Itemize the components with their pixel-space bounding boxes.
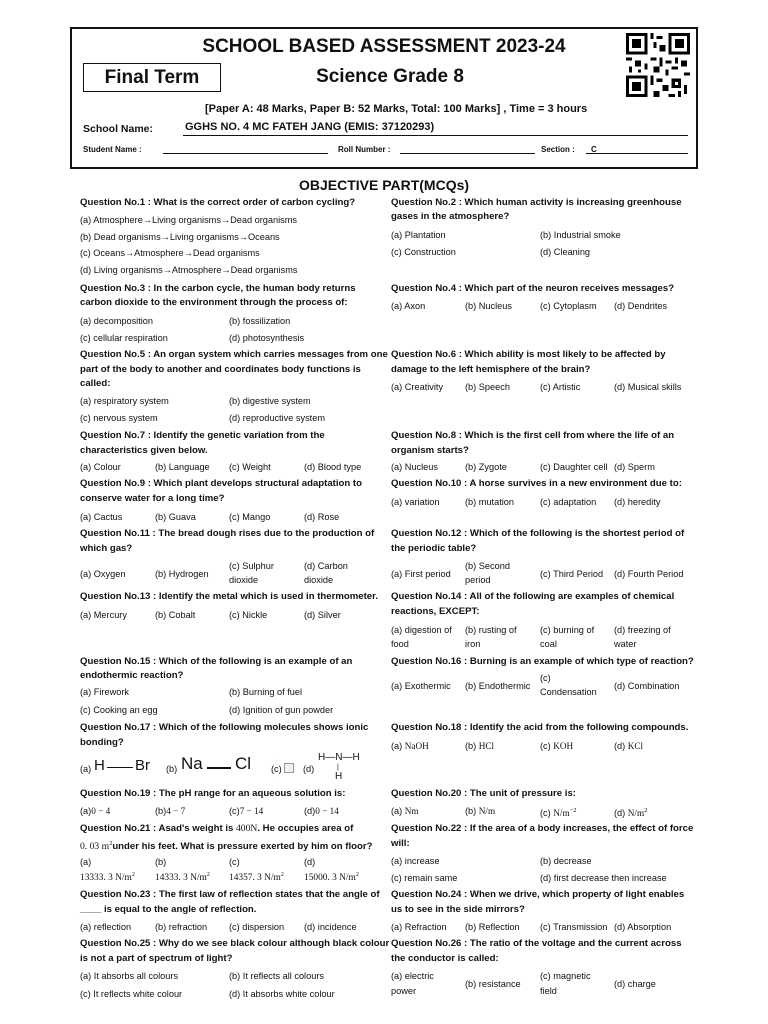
q9-option-c[interactable]: (c) Mango: [229, 512, 271, 522]
question-5-line-1: Question No.5 : An organ system which carries messages from one: [80, 349, 388, 360]
q20-c-exponent: −2: [569, 807, 577, 814]
q11-option-d-line-2[interactable]: dioxide: [304, 575, 334, 585]
q1-option-b[interactable]: (b) Dead organisms→Living organisms→Oceans: [80, 232, 280, 242]
q23-option-d[interactable]: (d) incidence: [304, 922, 357, 932]
q4-option-b[interactable]: (b) Nucleus: [465, 301, 512, 311]
q20-option-c[interactable]: [540, 805, 577, 819]
question-14-line-2: reactions, EXCEPT:: [391, 606, 480, 617]
q21-c-number: 14357. 3 N/m: [229, 873, 281, 884]
question-2-line-1: Question No.2 : Which human activity is increasing greenhouse: [391, 197, 682, 208]
q6-option-c[interactable]: (c) Artistic: [540, 382, 581, 392]
q3-option-c[interactable]: (c) cellular respiration: [80, 333, 168, 343]
q13-option-d[interactable]: (d) Silver: [304, 610, 341, 620]
question-10: Question No.10 : A horse survives in a new environment due to:: [391, 478, 682, 489]
q17-option-a-h: H: [94, 757, 105, 774]
question-17-line-1: Question No.17 : Which of the following molecules shows ionic: [80, 722, 369, 733]
q20-c-value: N/m: [553, 808, 570, 819]
question-23-line-1: Question No.23 : The first law of reflection states that the angle of: [80, 889, 380, 900]
question-5-line-2: part of the body to another and coordinates body functions is: [80, 364, 361, 375]
q26-option-b[interactable]: (b) resistance: [465, 979, 521, 989]
q25-option-d[interactable]: (d) It absorbs white colour: [229, 989, 335, 999]
question-22-line-1: Question No.22 : If the area of a body increases, the effect of force: [391, 823, 694, 834]
q14-option-c-line-1[interactable]: (c) burning of: [540, 625, 595, 635]
q10-option-d[interactable]: (d) heredity: [614, 497, 661, 507]
roll-number-field[interactable]: [400, 153, 535, 154]
q26-option-a-line-1[interactable]: (a) electric: [391, 971, 434, 981]
q17-option-d-bar: |: [337, 764, 339, 771]
paper-info: [Paper A: 48 Marks, Paper B: 52 Marks, Total: 100 Marks] , Time = 3 hours: [205, 103, 588, 115]
q12-option-a[interactable]: (a) First period: [391, 569, 451, 579]
q8-option-d[interactable]: (d) Sperm: [614, 462, 655, 472]
question-19: Question No.19 : The pH range for an aqueous solution is:: [80, 788, 346, 799]
question-7-line-1: Question No.7 : Identify the genetic variation from the: [80, 430, 325, 441]
question-5-line-3: called:: [80, 378, 111, 389]
question-15-line-1: Question No.15 : Which of the following is an example of an: [80, 656, 353, 667]
q6-option-b[interactable]: (b) Speech: [465, 382, 510, 392]
q21-c-exponent: 2: [280, 872, 284, 878]
q17-option-a-label[interactable]: (a): [80, 764, 92, 774]
question-9-line-1: Question No.9 : Which plant develops structural adaptation to: [80, 478, 362, 489]
q21-option-c-value: [229, 869, 284, 884]
q2-option-a[interactable]: (a) Plantation: [391, 230, 446, 240]
q26-option-c-line-2[interactable]: field: [540, 986, 557, 996]
q21-text-mid: . He occupies area of: [257, 823, 354, 834]
question-23-line-2: ____ is equal to the angle of reflection.: [80, 904, 257, 915]
q12-option-c[interactable]: (c) Third Period: [540, 569, 604, 579]
q21-weight: 400N: [236, 823, 258, 834]
q18-b-label: (b): [465, 741, 477, 751]
q11-option-c-line-1[interactable]: (c) Sulphur: [229, 561, 274, 571]
q21-a-exponent: 2: [131, 872, 135, 878]
q9-option-d[interactable]: (d) Rose: [304, 512, 340, 522]
roll-number-label: Roll Number :: [338, 145, 391, 154]
q5-option-a[interactable]: (a) respiratory system: [80, 396, 169, 406]
q23-option-b[interactable]: (b) refraction: [155, 922, 208, 932]
q26-option-a-line-2[interactable]: power: [391, 986, 417, 996]
q18-option-c[interactable]: [540, 740, 573, 752]
q15-option-b[interactable]: (b) Burning of fuel: [229, 687, 303, 697]
q1-option-a[interactable]: (a) Atmosphere→Living organisms→Dead organisms: [80, 215, 298, 225]
q20-option-d[interactable]: [614, 805, 647, 819]
q17-option-b-cl: Cl: [235, 754, 252, 773]
q7-option-c[interactable]: (c) Weight: [229, 462, 271, 472]
qr-code-icon: [626, 33, 690, 97]
q24-option-c[interactable]: (c) Transmission: [540, 922, 608, 932]
q22-option-a[interactable]: (a) increase: [391, 856, 440, 866]
term-box: Final Term: [83, 63, 221, 92]
question-8-line-2: organism starts?: [391, 445, 469, 456]
q20-b-label: (b): [465, 806, 477, 816]
q1-option-d[interactable]: (d) Living organisms→Atmosphere→Dead organisms: [80, 265, 298, 275]
q19-c-label: (c): [229, 806, 240, 816]
assessment-title: SCHOOL BASED ASSESSMENT 2023-24: [202, 36, 566, 57]
q8-option-c[interactable]: (c) Daughter cell: [540, 462, 608, 472]
q19-a-label: (a): [80, 806, 92, 816]
q18-a-label: (a): [391, 741, 403, 751]
section-field[interactable]: [586, 153, 688, 154]
q20-option-a[interactable]: [391, 805, 419, 817]
q20-a-label: (a): [391, 806, 403, 816]
q22-option-d[interactable]: (d) first decrease then increase: [540, 873, 667, 883]
question-12-line-2: the periodic table?: [391, 543, 477, 554]
question-2-line-2: gases in the atmosphere?: [391, 211, 510, 222]
q16-option-a[interactable]: (a) Exothermic: [391, 681, 451, 691]
q25-option-b[interactable]: (b) It reflects all colours: [229, 971, 324, 981]
q18-d-value: KCl: [627, 741, 644, 751]
q3-option-b[interactable]: (b) fossilization: [229, 316, 291, 326]
question-26-line-2: the conductor is called:: [391, 953, 499, 964]
q26-option-d[interactable]: (d) charge: [614, 979, 656, 989]
question-6-line-2: damage to the left hemisphere of the brain?: [391, 364, 591, 375]
q16-option-b[interactable]: (b) Endothermic: [465, 681, 531, 691]
q19-d-label: (d): [304, 806, 316, 816]
q20-d-value: N/m: [627, 808, 645, 819]
student-name-field[interactable]: [163, 153, 328, 154]
q18-c-label: (c): [540, 741, 551, 751]
q21-option-d-value: [304, 869, 359, 884]
q17-option-d-top: H—N—H: [318, 752, 360, 763]
q20-d-label: (d): [614, 808, 626, 819]
school-name-value: GGHS NO. 4 MC FATEH JANG (EMIS: 37120293): [185, 121, 435, 133]
q6-option-d[interactable]: (d) Musical skills: [614, 382, 682, 392]
school-name-underline: [183, 135, 688, 136]
q10-option-a[interactable]: (a) variation: [391, 497, 440, 507]
q12-option-b-line-2[interactable]: period: [465, 575, 491, 585]
question-24-line-1: Question No.24 : When we drive, which property of light enables: [391, 889, 685, 900]
question-3-line-2: carbon dioxide to the environment through the process of:: [80, 297, 348, 308]
q22-option-b[interactable]: (b) decrease: [540, 856, 592, 866]
q13-option-b[interactable]: (b) Cobalt: [155, 610, 196, 620]
question-18: Question No.18 : Identify the acid from the following compounds.: [391, 722, 689, 733]
q21-a-number: 13333. 3 N/m: [80, 873, 132, 884]
q19-b-value: 4 − 7: [166, 806, 186, 816]
q5-option-c[interactable]: (c) nervous system: [80, 413, 158, 423]
q13-option-c[interactable]: (c) Nickle: [229, 610, 268, 620]
q2-option-b[interactable]: (b) Industrial smoke: [540, 230, 621, 240]
q20-b-value: N/m: [478, 806, 496, 816]
question-4: Question No.4 : Which part of the neuron receives messages?: [391, 283, 675, 294]
q22-option-c[interactable]: (c) remain same: [391, 873, 458, 883]
q5-option-b[interactable]: (b) digestive system: [229, 396, 311, 406]
q17-option-d-label[interactable]: (d): [303, 764, 315, 774]
q24-option-d[interactable]: (d) Absorption: [614, 922, 672, 932]
q23-option-a[interactable]: (a) reflection: [80, 922, 132, 932]
q19-d-value: 0 − 14: [315, 806, 339, 816]
q14-option-c-line-2[interactable]: coal: [540, 639, 557, 649]
broken-image-icon: [284, 763, 294, 773]
q17-option-a-bond: [107, 767, 133, 768]
q17-option-c-label[interactable]: (c): [271, 764, 282, 774]
question-15-line-2: endothermic reaction?: [80, 670, 184, 681]
question-1: Question No.1 : What is the correct order of carbon cycling?: [80, 197, 356, 208]
q17-option-d-bottom: H: [335, 771, 343, 782]
q21-area-exponent: 2: [109, 840, 113, 847]
q15-option-c[interactable]: (c) Cooking an egg: [80, 705, 158, 715]
question-24-line-2: us to see in the side mirrors?: [391, 904, 525, 915]
q14-option-b-line-1[interactable]: (b) rusting of: [465, 625, 517, 635]
school-name-label: School Name:: [83, 123, 154, 135]
q2-option-d[interactable]: (d) Cleaning: [540, 247, 591, 257]
q18-c-value: KOH: [553, 741, 574, 751]
q11-option-b[interactable]: (b) Hydrogen: [155, 569, 209, 579]
q16-option-c-line-1[interactable]: (c): [540, 673, 551, 683]
q13-option-a[interactable]: (a) Mercury: [80, 610, 127, 620]
q7-option-d[interactable]: (d) Blood type: [304, 462, 362, 472]
q18-option-b[interactable]: [465, 740, 494, 752]
q9-option-a[interactable]: (a) Cactus: [80, 512, 123, 522]
q18-d-label: (d): [614, 741, 626, 751]
q1-option-c[interactable]: (c) Oceans→Atmosphere→Dead organisms: [80, 248, 260, 258]
section-value: C: [591, 145, 597, 154]
q26-option-c-line-1[interactable]: (c) magnetic: [540, 971, 591, 981]
q18-option-a[interactable]: [391, 740, 429, 752]
q10-option-b[interactable]: (b) mutation: [465, 497, 515, 507]
q24-option-a[interactable]: (a) Refraction: [391, 922, 447, 932]
question-25-line-1: Question No.25 : Why do we see black colour although black colour: [80, 938, 390, 949]
question-9-line-2: conserve water for a long time?: [80, 493, 225, 504]
q5-option-d[interactable]: (d) reproductive system: [229, 413, 325, 423]
q11-option-c-line-2[interactable]: dioxide: [229, 575, 259, 585]
q19-b-label: (b): [155, 806, 167, 816]
q2-option-c[interactable]: (c) Construction: [391, 247, 456, 257]
q20-c-label: (c): [540, 808, 551, 819]
q18-option-d[interactable]: [614, 740, 643, 752]
q11-option-a[interactable]: (a) Oxygen: [80, 569, 126, 579]
q7-option-b[interactable]: (b) Language: [155, 462, 210, 472]
objective-part-title: OBJECTIVE PART(MCQs): [298, 177, 470, 193]
q21-b-exponent: 2: [206, 872, 210, 878]
q14-option-a-line-1[interactable]: (a) digestion of: [391, 625, 452, 635]
question-7-line-2: characteristics given below.: [80, 445, 208, 456]
q14-option-b-line-2[interactable]: iron: [465, 639, 481, 649]
q8-option-b[interactable]: (b) Zygote: [465, 462, 507, 472]
q19-a-value: 0 − 4: [91, 806, 111, 816]
q19-option-a[interactable]: [80, 805, 110, 817]
q3-option-d[interactable]: (d) photosynthesis: [229, 333, 305, 343]
q11-option-d-line-1[interactable]: (d) Carbon: [304, 561, 348, 571]
q20-a-value: Nm: [404, 806, 419, 816]
q17-option-b-bond: [207, 767, 231, 769]
question-12-line-1: Question No.12 : Which of the following is the shortest period of: [391, 528, 685, 539]
q16-option-d[interactable]: (d) Combination: [614, 681, 680, 691]
q12-option-d[interactable]: (d) Fourth Period: [614, 569, 684, 579]
question-25-line-2: is not a part of spectrum of light?: [80, 953, 233, 964]
q21-d-number: 15000. 3 N/m: [304, 873, 356, 884]
q24-option-b[interactable]: (b) Reflection: [465, 922, 520, 932]
q4-option-d[interactable]: (d) Dendrites: [614, 301, 668, 311]
q21-option-d-label[interactable]: (d): [304, 857, 316, 867]
question-6-line-1: Question No.6 : Which ability is most likely to be affected by: [391, 349, 666, 360]
q21-text-start: Question No.21 : Asad's weight is: [80, 823, 236, 834]
q19-c-value: 7 − 14: [239, 806, 264, 816]
q21-text-end: under his feet. What is pressure exerted by him on floor?: [112, 841, 373, 853]
subject-title: Science Grade 8: [316, 66, 464, 87]
question-3-line-1: Question No.3 : In the carbon cycle, the human body returns: [80, 283, 356, 294]
q17-option-b-label[interactable]: (b): [166, 764, 178, 774]
q19-option-d[interactable]: [304, 805, 339, 817]
question-13: Question No.13 : Identify the metal which is used in thermometer.: [80, 591, 378, 602]
question-8-line-1: Question No.8 : Which is the first cell from where the life of an: [391, 430, 675, 441]
question-11-line-1: Question No.11 : The bread dough rises due to the production of: [80, 528, 375, 539]
q16-option-c-line-2[interactable]: Condensation: [540, 687, 597, 697]
q8-option-a[interactable]: (a) Nucleus: [391, 462, 438, 472]
q14-option-d-line-1[interactable]: (d) freezing of: [614, 625, 671, 635]
q19-option-c[interactable]: [229, 805, 263, 817]
q21-option-b-label[interactable]: (b): [155, 857, 167, 867]
question-14-line-1: Question No.14 : All of the following are examples of chemical: [391, 591, 675, 602]
q21-area: 0. 03 m: [80, 841, 110, 853]
student-name-label: Student Name :: [83, 145, 142, 154]
question-26-line-1: Question No.26 : The ratio of the voltage and the current across: [391, 938, 682, 949]
q25-option-c[interactable]: (c) It reflects white colour: [80, 989, 183, 999]
q17-option-a-br: Br: [135, 757, 150, 774]
q4-option-c[interactable]: (c) Cytoplasm: [540, 301, 597, 311]
q6-option-a[interactable]: (a) Creativity: [391, 382, 444, 392]
q18-b-value: HCl: [478, 741, 495, 751]
q21-option-b-value: [155, 869, 210, 884]
question-22-line-2: will:: [391, 838, 410, 849]
question-16: Question No.16 : Burning is an example of which type of reaction?: [391, 656, 694, 667]
question-11-line-2: which gas?: [80, 543, 133, 554]
q18-a-value: NaOH: [404, 741, 429, 751]
q3-option-a[interactable]: (a) decomposition: [80, 316, 154, 326]
question-21-line-2: [80, 837, 372, 855]
q17-option-b-na: Na: [181, 754, 203, 773]
q15-option-a[interactable]: (a) Firework: [80, 687, 130, 697]
q19-option-b[interactable]: [155, 805, 185, 817]
q7-option-a[interactable]: (a) Colour: [80, 462, 121, 472]
section-label: Section :: [541, 145, 575, 154]
q21-d-exponent: 2: [355, 872, 359, 878]
q4-option-a[interactable]: (a) Axon: [391, 301, 426, 311]
q12-option-b-line-1[interactable]: (b) Second: [465, 561, 510, 571]
question-20: Question No.20 : The unit of pressure is:: [391, 788, 576, 799]
q21-option-c-label[interactable]: (c): [229, 857, 240, 867]
q21-b-number: 14333. 3 N/m: [155, 873, 207, 884]
q10-option-c[interactable]: (c) adaptation: [540, 497, 597, 507]
q9-option-b[interactable]: (b) Guava: [155, 512, 196, 522]
question-17-line-2: bonding?: [80, 737, 124, 748]
q21-option-a-label[interactable]: (a): [80, 857, 92, 867]
question-21-line-1: [80, 822, 353, 837]
q15-option-d[interactable]: (d) Ignition of gun powder: [229, 705, 334, 715]
q25-option-a[interactable]: (a) It absorbs all colours: [80, 971, 179, 981]
q21-option-a-value: [80, 869, 135, 884]
q14-option-d-line-2[interactable]: water: [614, 639, 637, 649]
q23-option-c[interactable]: (c) dispersion: [229, 922, 285, 932]
q20-option-b[interactable]: [465, 805, 495, 817]
q14-option-a-line-2[interactable]: food: [391, 639, 409, 649]
q20-d-exponent: 2: [644, 807, 648, 814]
